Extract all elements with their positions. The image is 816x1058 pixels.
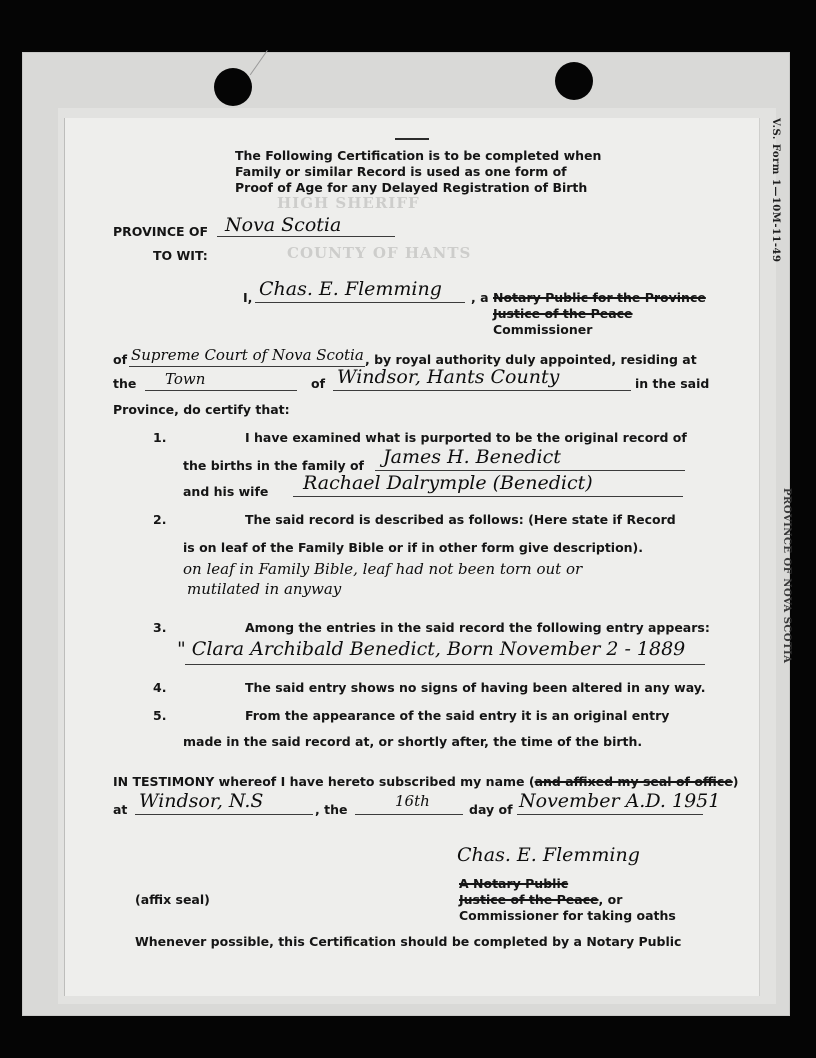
header-line-2: Family or similar Record is used as one form of [235,164,567,179]
background-stamp-county: COUNTY OF HANTS [287,244,472,262]
father-name: James H. Benedict [383,446,561,468]
court-of-label: of [113,352,128,367]
signature: Chas. E. Flemming [457,844,640,866]
signature-title-or: , or [598,892,623,907]
affix-seal-label: (affix seal) [135,892,210,907]
item-1-line-1: I have examined what is purported to be the original record of [245,430,687,445]
residence-the-label: the [113,376,137,391]
birth-entry-line [185,664,705,665]
residence-of-label: of [311,376,326,391]
record-description-2: mutilated in anyway [187,580,342,598]
item-1-line-3: and his wife [183,484,269,499]
item-4-number: 4. [153,680,167,695]
record-description-1: on leaf in Family Bible, leaf had not been torn out or [183,560,583,578]
residence-type: Town [165,370,206,388]
testimony-the-label: , the [315,802,348,817]
item-3-line-1: Among the entries in the said record the following entry appears: [245,620,710,635]
court-line [129,366,365,367]
court-value: Supreme Court of Nova Scotia [131,346,364,364]
certifier-name: Chas. E. Flemming [259,278,442,300]
seal-phrase-struck: and affixed my seal of office [534,774,733,789]
certifier-line [255,302,465,303]
item-5-line-2: made in the said record at, or shortly after, the time of the birth. [183,734,643,749]
certification-form [64,118,759,996]
testimony-at-label: at [113,802,128,817]
province-line [217,236,395,237]
item-2-line-1: The said record is described as follows: (Here state if Record [245,512,676,527]
title-commissioner: Commissioner [493,322,593,337]
certifier-prefix: I, [243,290,253,305]
signature-title-justice-struck: Justice of the Peace [459,892,599,907]
title-justice-struck: Justice of the Peace [493,306,633,321]
item-5-number: 5. [153,708,167,723]
testimony-place: Windsor, N.S [139,790,264,812]
testimony-month-year-line [517,814,703,815]
punch-hole-left [214,68,252,106]
testimony-day-of-label: day of [469,802,513,817]
father-line [375,470,685,471]
birth-entry: " Clara Archibald Benedict, Born November 2 - 1889 [177,638,686,660]
item-1-line-2: the births in the family of [183,458,364,473]
header-line-3: Proof of Age for any Delayed Registration of Birth [235,180,588,195]
province-label: PROVINCE OF [113,224,209,239]
item-2-line-2: is on leaf of the Family Bible or if in other form give description). [183,540,644,555]
testimony-month-year: November A.D. 1951 [519,790,721,812]
certify-text: Province, do certify that: [113,402,290,417]
signature-title-justice [459,892,622,907]
signature-title-commissioner: Commissioner for taking oaths [459,908,676,923]
residence-type-line [145,390,297,391]
form-number: V.S. Form 1—10M-11-49 [770,118,781,263]
testimony-lead: IN TESTIMONY whereof I have hereto subscribed my name ( [113,774,535,789]
residence-suffix: in the said [635,376,710,391]
province-value: Nova Scotia [225,214,342,236]
court-appointed-text: , by royal authority duly appointed, residing at [365,352,697,367]
item-5-line-1: From the appearance of the said entry it is an original entry [245,708,670,723]
header-rule [395,138,429,140]
testimony-text [113,774,738,789]
item-2-number: 2. [153,512,167,527]
header-line-1: The Following Certification is to be completed when [235,148,602,163]
item-1-number: 1. [153,430,167,445]
footer-note: Whenever possible, this Certification should be completed by a Notary Public [135,934,682,949]
punch-hole-right [555,62,593,100]
testimony-day-line [355,814,463,815]
testimony-day: 16th [395,792,430,810]
item-4-line-1: The said entry shows no signs of having been altered in any way. [245,680,706,695]
back-sheet-edge-text: PROVINCE OF NOVA SCOTIA [781,488,792,664]
background-stamp-sheriff: HIGH SHERIFF [277,194,420,212]
testimony-close: ) [732,774,739,789]
certifier-suffix: , a [471,290,489,305]
residence-place: Windsor, Hants County [337,366,560,388]
item-3-number: 3. [153,620,167,635]
signature-title-notary-struck: A Notary Public [459,876,569,891]
mother-line [293,496,683,497]
testimony-place-line [135,814,313,815]
residence-place-line [333,390,631,391]
to-wit-label: TO WIT: [153,248,208,263]
mother-name: Rachael Dalrymple (Benedict) [303,472,593,494]
title-notary-struck: Notary Public for the Province [493,290,706,305]
